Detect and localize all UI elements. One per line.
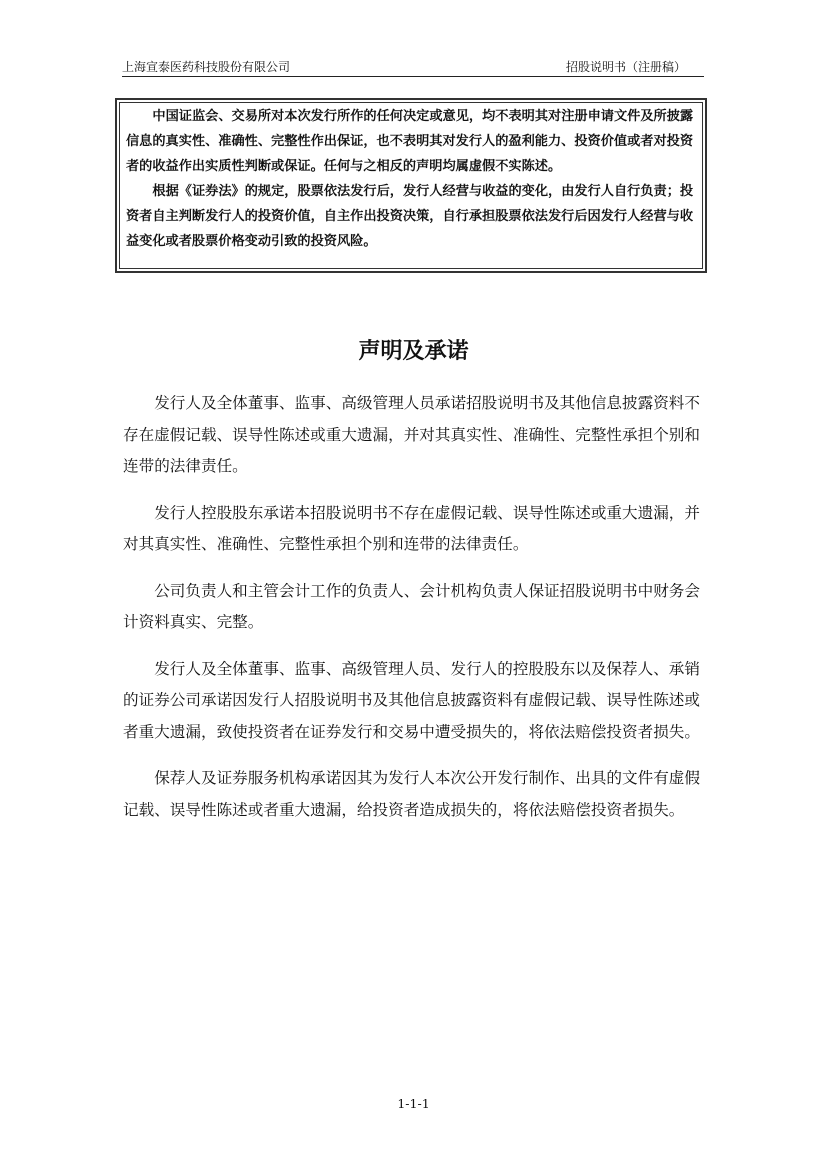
notice-content (126, 104, 696, 254)
section-title: 声明及承诺 (358, 339, 469, 364)
page-header (122, 58, 704, 76)
regulatory-notice-box (115, 98, 707, 273)
declaration-paragraph-3: 公司负责人和主管会计工作的负责人、会计机构负责人保证招股说明书中财务会计资料真实、完整。 (123, 581, 700, 631)
declaration-body (123, 388, 703, 841)
notice-paragraph-1: 中国证监会、交易所对本次发行所作的任何决定或意见，均不表明其对注册申请文件及所披露信息的真实性、准确性、完整性作出保证，也不表明其对发行人的盈利能力、投资价值或者对投资者的收益作出实质性判断或保证。任何与之相反的声明均属虚假不实陈述。 (126, 109, 694, 174)
header-divider (122, 76, 704, 77)
notice-paragraph-2: 根据《证券法》的规定，股票依法发行后，发行人经营与收益的变化，由发行人自行负责；投资者自主判断发行人的投资价值，自主作出投资决策，自行承担股票依法发行后因发行人经营与收益变化或者股票价格变动引致的投资风险。 (126, 184, 694, 249)
declaration-paragraph-2: 发行人控股股东承诺本招股说明书不存在虚假记载、误导性陈述或重大遗漏，并对其真实性、准确性、完整性承担个别和连带的法律责任。 (123, 503, 700, 553)
header-document-type: 招股说明书（注册稿） (565, 60, 686, 74)
declaration-paragraph-5: 保荐人及证券服务机构承诺因其为发行人本次公开发行制作、出具的文件有虚假记载、误导性陈述或者重大遗漏，给投资者造成损失的，将依法赔偿投资者损失。 (123, 769, 700, 819)
header-company-name: 上海宣泰医药科技股份有限公司 (122, 60, 291, 74)
declaration-paragraph-1: 发行人及全体董事、监事、高级管理人员承诺招股说明书及其他信息披露资料不存在虚假记载、误导性陈述或重大遗漏，并对其真实性、准确性、完整性承担个别和连带的法律责任。 (123, 394, 700, 475)
page-number: 1-1-1 (397, 1096, 430, 1111)
declaration-paragraph-4: 发行人及全体董事、监事、高级管理人员、发行人的控股股东以及保荐人、承销的证券公司承诺因发行人招股说明书及其他信息披露资料有虚假记载、误导性陈述或者重大遗漏，致使投资者在证券发行和交易中遭受损失的，将依法赔偿投资者损失。 (123, 659, 700, 741)
